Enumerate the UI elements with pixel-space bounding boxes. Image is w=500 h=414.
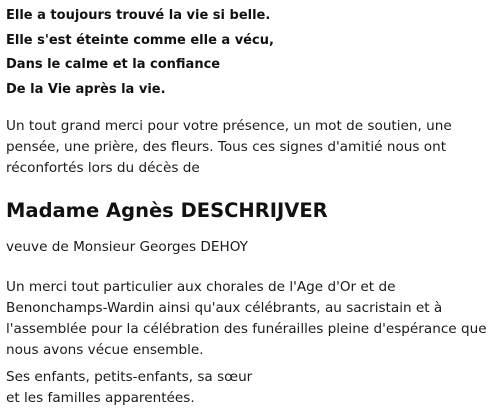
poem-line: Elle a toujours trouvé la vie si belle. (6, 8, 271, 23)
intro-paragraph: Un tout grand merci pour votre présence, un mot de soutien, une pensée, une prière, des fleurs. Tous ces signes d'amitié nous ont réconfortés lors du décès de (6, 118, 452, 176)
family-signature (6, 367, 494, 409)
poem-line: Elle s'est éteinte comme elle a vécu, (6, 32, 274, 48)
deceased-name: Madame Agnès DESCHRIJVER (6, 199, 328, 222)
family-line: et les familles apparentées. (6, 390, 195, 406)
poem-line: Dans le calme et la confiance (6, 57, 221, 72)
poem (6, 4, 494, 102)
thank-you-notice (6, 4, 494, 409)
special-thanks-paragraph: Un merci tout particulier aux chorales de l'Age d'Or et de Benonchamps-Wardin ainsi qu'aux célébrants, au sacristain et à l'assemblée pour la célébration des funérailles pleine d'espérance que nous avons vécue ensemble. (6, 279, 487, 358)
poem-line: De la Vie après la vie. (6, 81, 166, 97)
spouse-line: veuve de Monsieur Georges DEHOY (6, 239, 248, 255)
family-line: Ses enfants, petits-enfants, sa sœur (6, 369, 253, 385)
